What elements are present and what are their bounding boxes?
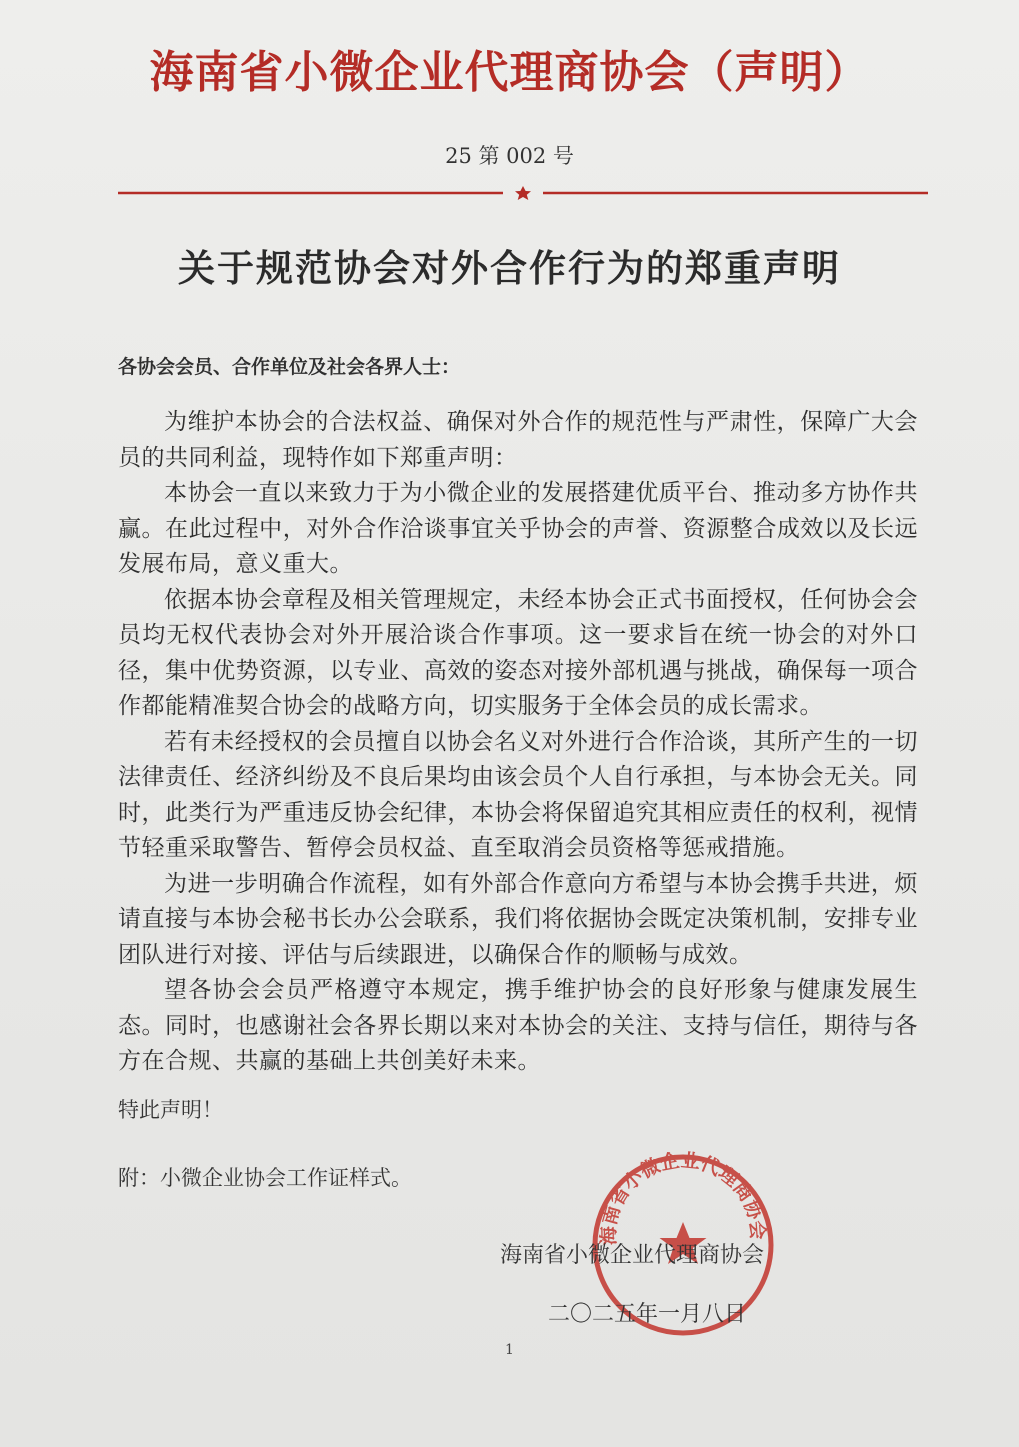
signatory: 海南省小微企业代理商协会 bbox=[500, 1243, 765, 1268]
svg-text:海南省小微企业代理商协会: 海南省小微企业代理商协会 bbox=[597, 1150, 769, 1246]
issue-date: 二〇二五年一月八日 bbox=[548, 1302, 747, 1327]
letterhead-title: 海南省小微企业代理商协会（声明） bbox=[149, 47, 870, 98]
page-number: 1 bbox=[505, 1342, 514, 1358]
body-paragraph: 为进一步明确合作流程，如有外部合作意向方希望与本协会携手共进，烦请直接与本协会秘书长办公会联系，我们将依据协会既定决策机制，安排专业团队进行对接、评估与后续跟进，以确保合作的顺畅与成效。 bbox=[118, 870, 918, 968]
body-paragraph: 望各协会会员严格遵守本规定，携手维护协会的良好形象与健康发展生态。同时，也感谢社会各界长期以来对本协会的关注、支持与信任，期待与各方在合规、共赢的基础上共创美好未来。 bbox=[118, 977, 918, 1074]
document-body bbox=[118, 405, 918, 1080]
closing-statement: 特此声明！ bbox=[118, 1098, 223, 1122]
body-paragraph: 依据本协会章程及相关管理规定，未经本协会正式书面授权，任何协会会员均无权代表协会对外开展洽谈合作事项。这一要求旨在统一协会的对外口径，集中优势资源，以专业、高效的姿态对接外部机遇与挑战，确保每一项合作都能精准契合协会的战略方向，切实服务于全体会员的成长需求。 bbox=[118, 586, 918, 719]
attachment-note: 附：小微企业协会工作证样式。 bbox=[118, 1166, 412, 1190]
star-icon bbox=[515, 186, 531, 200]
body-paragraph: 若有未经授权的会员擅自以协会名义对外进行合作洽谈，其所产生的一切法律责任、经济纠纷及不良后果均由该会员个人自行承担，与本协会无关。同时，此类行为严重违反协会纪律，本协会将保留追究其相应责任的权利，视情节轻重采取警告、暂停会员权益、直至取消会员资格等惩戒措施。 bbox=[118, 728, 918, 861]
salutation: 各协会会员、合作单位及社会各界人士： bbox=[118, 356, 461, 378]
body-paragraph: 为维护本协会的合法权益、确保对外合作的规范性与严肃性，保障广大会员的共同利益，现特作如下郑重声明： bbox=[118, 409, 918, 471]
body-paragraph: 本协会一直以来致力于为小微企业的发展搭建优质平台、推动多方协作共赢。在此过程中，对外合作洽谈事宜关乎协会的声誉、资源整合成效以及长远发展布局，意义重大。 bbox=[118, 480, 918, 577]
letterhead-divider bbox=[118, 186, 928, 200]
document-number: 25 第 002 号 bbox=[445, 144, 574, 168]
document-title: 关于规范协会对外合作行为的郑重声明 bbox=[178, 246, 841, 290]
